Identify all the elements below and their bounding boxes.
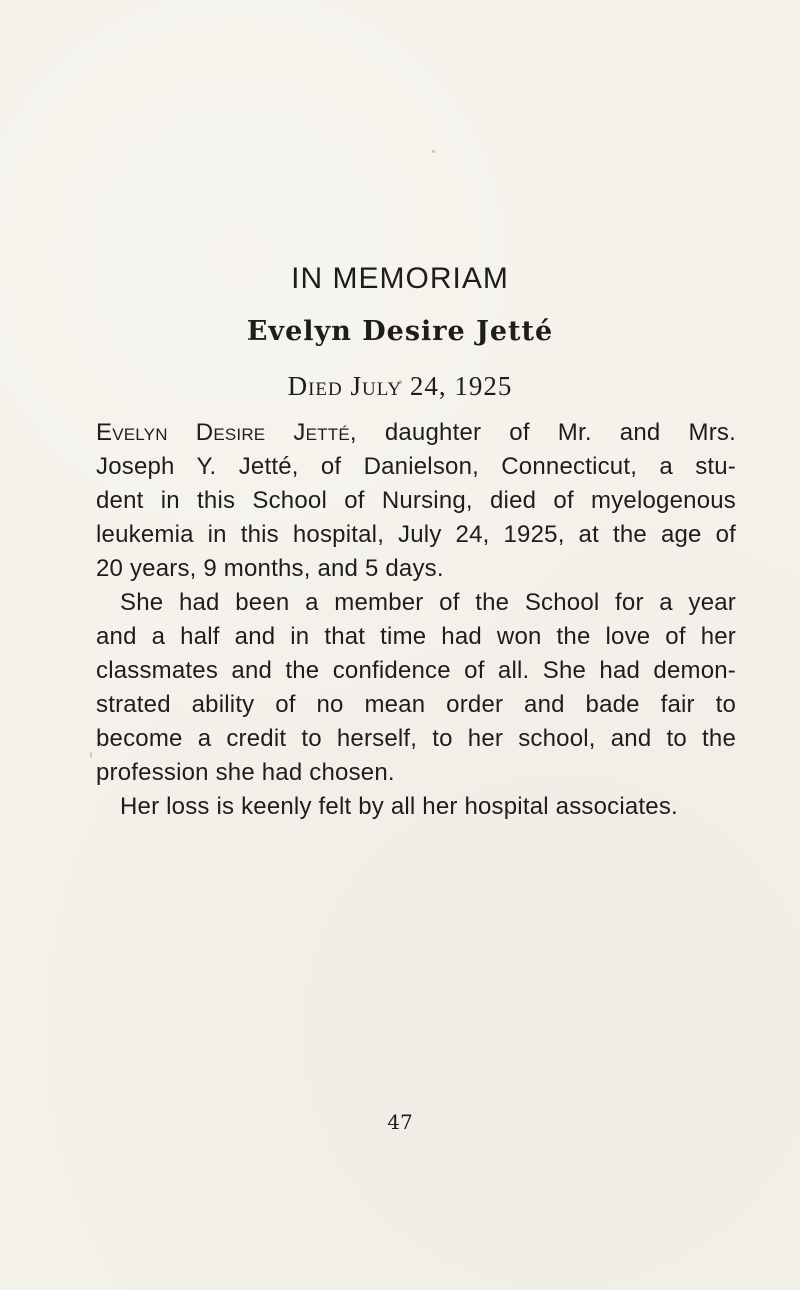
page-number: 47 <box>387 1110 413 1134</box>
text-line: dent in this School of Nursing, died of myelogenous <box>96 487 736 514</box>
text-line: become a credit to herself, to her school, and to the <box>96 725 736 752</box>
text-line: and a half and in that time had won the love of her <box>96 623 736 650</box>
blackletter-name: Evelyn Desire Jetté <box>246 316 554 347</box>
paper-speck <box>432 150 435 153</box>
death-date-line: Died July 24, 1925 <box>287 371 513 401</box>
text-line: Joseph Y. Jetté, of Danielson, Connecticut, a stu- <box>96 453 736 480</box>
text-fragment: , daughter of Mr. and Mrs. <box>349 419 736 446</box>
name-small-caps: Evelyn Desire Jetté <box>96 419 350 446</box>
memoriam-heading: IN MEMORIAM <box>291 262 509 295</box>
memorial-text <box>96 416 736 824</box>
text-line <box>96 416 736 450</box>
paper-speck <box>90 752 92 758</box>
text-line: 20 years, 9 months, and 5 days. <box>96 555 444 582</box>
text-line: strated ability of no mean order and bade fair to <box>96 691 736 718</box>
text-line: profession she had chosen. <box>96 759 395 786</box>
text-line: Her loss is keenly felt by all her hospital associates. <box>120 793 678 820</box>
text-line: leukemia in this hospital, July 24, 1925, at the age of <box>96 521 736 548</box>
text-line: classmates and the confidence of all. She had demon- <box>96 657 736 684</box>
text-line: She had been a member of the School for a year <box>120 589 736 616</box>
